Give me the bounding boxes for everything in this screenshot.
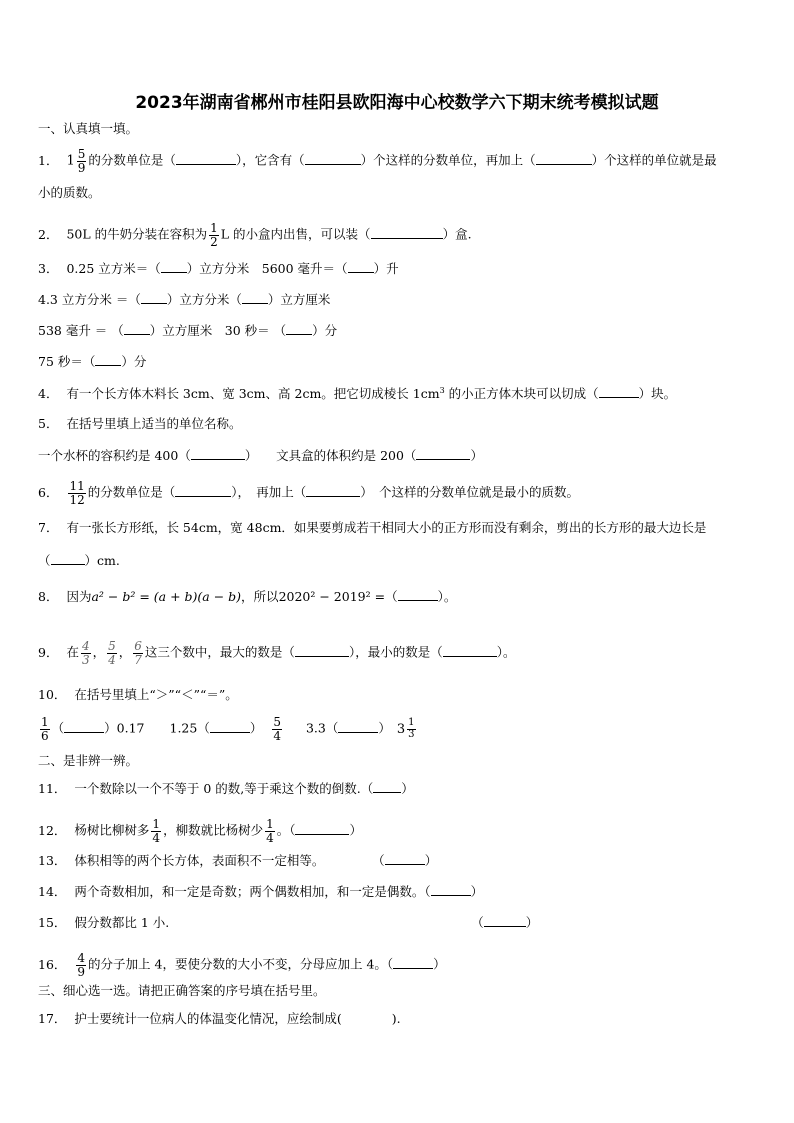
- text: 有一张长方形纸，长 54cm，宽 48cm．如果要剪成若干相同大小的正方形而没有剩余，剪出的长方形的最大边长是: [66, 520, 707, 535]
- text: ）: [433, 956, 446, 972]
- denominator: 2: [210, 234, 218, 249]
- numerator: 5: [77, 147, 86, 161]
- denominator: 12: [69, 492, 85, 507]
- question-5-line-2: [38, 449, 483, 463]
- text: 假分数都比 1 小.: [74, 915, 170, 930]
- text: ）。: [496, 644, 516, 660]
- question-8: [38, 590, 456, 604]
- text: 0.25 立方米＝（: [66, 261, 161, 276]
- answer-blank[interactable]: [295, 824, 349, 835]
- numerator: 5: [108, 639, 116, 653]
- fraction: [133, 640, 143, 666]
- text: 的小正方体木块可以切成（: [444, 386, 599, 402]
- denominator: 7: [134, 652, 142, 667]
- question-number: 11．: [38, 781, 67, 796]
- denominator: 9: [77, 964, 86, 979]
- text: ），最小的数是（: [348, 644, 443, 660]
- answer-blank[interactable]: [64, 722, 104, 733]
- question-14: [38, 885, 483, 899]
- text: ).: [391, 1011, 401, 1026]
- text: ）块。: [638, 386, 677, 402]
- answer-blank[interactable]: [305, 154, 361, 165]
- question-9: [38, 640, 515, 666]
- answer-blank[interactable]: [373, 782, 401, 793]
- text: ）立方分米 5600 毫升＝（: [186, 261, 348, 276]
- denominator: 4: [108, 652, 116, 667]
- text: ）: [470, 884, 484, 899]
- answer-blank[interactable]: [286, 324, 312, 335]
- question-number: 7．: [38, 520, 59, 535]
- question-number: 13．: [38, 853, 67, 868]
- numerator: 5: [273, 715, 281, 729]
- numerator: 1: [210, 221, 218, 235]
- numerator: 11: [69, 479, 85, 493]
- text: 体积相等的两个长方体，表面积不一定相等。: [74, 853, 325, 868]
- answer-blank[interactable]: [431, 885, 471, 896]
- text: ）个这样的分数单位，再加上（: [360, 152, 536, 168]
- answer-blank[interactable]: [95, 355, 121, 366]
- text: 4.3 立方分米 ＝（: [38, 292, 141, 307]
- question-13: [38, 854, 437, 868]
- answer-blank[interactable]: [443, 646, 497, 657]
- text: 一个数除以一个不等于 0 的数,等于乘这个数的倒数.（: [74, 781, 374, 796]
- fraction: [81, 640, 91, 666]
- denominator: 6: [41, 728, 49, 743]
- answer-blank[interactable]: [348, 262, 374, 273]
- question-number: 16．: [38, 956, 67, 972]
- section-2-heading: 二、是非辨一辨。: [38, 753, 139, 768]
- numerator: 4: [77, 951, 86, 965]
- formula: a² − b² = (a + b)(a − b): [91, 589, 242, 604]
- question-2: [38, 222, 472, 248]
- text: 在括号里填上“＞”“＜”“＝”。: [74, 687, 238, 702]
- answer-blank[interactable]: [175, 486, 231, 497]
- text: ）立方厘米 30 秒＝ （: [149, 323, 287, 338]
- question-number: 5．: [38, 416, 59, 431]
- denominator: 4: [152, 830, 161, 845]
- denominator: 4: [266, 830, 274, 845]
- fraction: [407, 718, 415, 740]
- text: 在括号里填上适当的单位名称。: [66, 416, 242, 431]
- question-number: 12．: [38, 822, 67, 838]
- text: ）立方分米（: [166, 292, 242, 307]
- page-title: 2023年湖南省郴州市桂阳县欧阳海中心校数学六下期末统考模拟试题: [135, 93, 659, 113]
- question-3-line-4: [38, 355, 146, 369]
- question-5: [38, 418, 241, 431]
- answer-blank[interactable]: [416, 449, 470, 460]
- question-10: [38, 689, 238, 702]
- question-number: 1．: [38, 152, 59, 168]
- separator: ，: [118, 644, 132, 660]
- text: 一个水杯的容积约是 400（: [38, 448, 191, 463]
- answer-blank[interactable]: [536, 154, 592, 165]
- answer-blank[interactable]: [161, 262, 187, 273]
- question-4: [38, 387, 676, 401]
- text: 。（: [276, 822, 296, 838]
- answer-blank[interactable]: [191, 449, 245, 460]
- denominator: 4: [273, 728, 281, 743]
- numerator: 1: [152, 817, 161, 831]
- text: ），它含有（: [235, 152, 305, 168]
- answer-blank[interactable]: [295, 646, 349, 657]
- question-1: [38, 148, 717, 174]
- text: ）分: [121, 354, 147, 369]
- text: ）盒.: [442, 226, 472, 242]
- text: 护士要统计一位病人的体温变化情况，应绘制成(: [74, 1011, 342, 1026]
- question-10-line-2: [38, 716, 418, 742]
- text: 的分数单位是（: [87, 484, 176, 500]
- answer-blank[interactable]: [306, 486, 360, 497]
- section-3-heading: 三、细心选一选。请把正确答案的序号填在括号里。: [38, 983, 326, 998]
- text: ）: [249, 720, 263, 736]
- fraction: [77, 148, 87, 174]
- question-number: 14．: [38, 884, 67, 899]
- text: ）个这样的单位就是最: [591, 152, 717, 168]
- denominator: 3: [81, 652, 90, 667]
- answer-blank[interactable]: [176, 154, 236, 165]
- mixed-whole: 3: [396, 721, 406, 737]
- numerator: 1: [408, 717, 415, 729]
- text: L 的小盒内出售，可以装（: [220, 226, 371, 242]
- question-17: [38, 1013, 401, 1026]
- text: 有一个长方体木料长 3cm、宽 3cm、高 2cm。把它切成棱长 1cm: [66, 386, 440, 402]
- question-3: [38, 262, 399, 276]
- fraction: [76, 952, 86, 978]
- text: 75 秒＝（: [38, 354, 96, 369]
- question-number: 3．: [38, 261, 59, 276]
- question-number: 2．: [38, 226, 59, 242]
- fraction: [209, 222, 219, 248]
- answer-blank[interactable]: [484, 916, 526, 927]
- text: ，柳数就比杨树少: [163, 822, 264, 838]
- question-15: [38, 916, 538, 930]
- text: 两个奇数相加，和一定是奇数；两个偶数相加，和一定是偶数。（: [74, 884, 431, 899]
- answer-blank[interactable]: [210, 722, 250, 733]
- question-number: 8．: [38, 589, 59, 604]
- text: ）cm.: [84, 553, 120, 568]
- text: 的分数单位是（: [88, 152, 176, 168]
- separator: ，: [92, 644, 106, 660]
- text: ）。: [437, 589, 457, 604]
- answer-blank[interactable]: [338, 722, 378, 733]
- text: ）升: [373, 261, 399, 276]
- numerator: 4: [81, 639, 90, 653]
- answer-blank[interactable]: [141, 293, 167, 304]
- numerator: 6: [134, 639, 142, 653]
- numerator: 1: [266, 817, 274, 831]
- text: （: [471, 915, 484, 930]
- fraction: [40, 716, 50, 742]
- question-number: 17．: [38, 1011, 67, 1026]
- text: （: [385, 589, 398, 604]
- fraction: [151, 818, 161, 844]
- text: （: [378, 853, 385, 868]
- answer-blank[interactable]: [393, 958, 433, 969]
- text: 这三个数中，最大的数是（: [144, 644, 295, 660]
- text: 因为: [66, 589, 92, 604]
- question-11: [38, 782, 414, 796]
- answer-blank[interactable]: [398, 590, 438, 601]
- answer-blank[interactable]: [124, 324, 150, 335]
- question-16: [38, 952, 446, 978]
- section-1-heading: 一、认真填一填。: [38, 121, 139, 136]
- answer-blank[interactable]: [599, 387, 639, 398]
- fraction: [107, 640, 117, 666]
- superscript: 3: [439, 386, 445, 395]
- text: ）: [470, 448, 483, 463]
- text: 杨树比柳树多: [74, 822, 150, 838]
- question-1-continued: 小的质数。: [38, 185, 101, 200]
- mixed-whole: 1: [66, 153, 75, 169]
- text: （: [38, 553, 51, 568]
- question-number: 6．: [38, 484, 59, 500]
- text: ）立方厘米: [267, 292, 331, 307]
- question-number: 9．: [38, 644, 59, 660]
- text: （: [51, 720, 65, 736]
- text: ）， 再加上（: [231, 484, 307, 500]
- question-number: 4．: [38, 386, 59, 402]
- question-number: 15．: [38, 915, 67, 930]
- denominator: 3: [408, 728, 415, 740]
- text: ）: [349, 822, 362, 838]
- text: ） 文具盒的体积约是 200（: [244, 448, 417, 463]
- text: 538 毫升 ＝ （: [38, 323, 124, 338]
- question-3-line-2: [38, 293, 330, 307]
- question-12: [38, 818, 362, 844]
- text: 3.3（: [305, 720, 339, 736]
- fraction: [272, 716, 282, 742]
- answer-blank[interactable]: [371, 228, 443, 239]
- text: ）0.17 1.25（: [104, 720, 210, 736]
- text: 的分子加上 4，要使分数的大小不变，分母应加上 4。（: [88, 956, 394, 972]
- formula: 2020² − 2019² =: [278, 589, 386, 604]
- text: ）: [378, 720, 391, 736]
- answer-blank[interactable]: [385, 854, 425, 865]
- question-number: 10．: [38, 687, 67, 702]
- text: 在: [66, 644, 79, 660]
- text: ）: [424, 853, 438, 868]
- question-7: [38, 522, 706, 535]
- text: ）: [525, 915, 539, 930]
- fraction: [265, 818, 275, 844]
- text: 50L 的牛奶分装在容积为: [66, 226, 208, 242]
- answer-blank[interactable]: [242, 293, 268, 304]
- text: ） 个这样的分数单位就是最小的质数。: [360, 484, 580, 500]
- numerator: 1: [41, 715, 49, 729]
- text: ，所以: [241, 589, 279, 604]
- question-3-line-3: [38, 324, 337, 338]
- text: ）: [401, 781, 414, 796]
- question-7-line-2: [38, 554, 120, 568]
- question-6: [38, 480, 579, 506]
- text: ）分: [312, 323, 338, 338]
- answer-blank[interactable]: [51, 554, 85, 565]
- denominator: 9: [77, 160, 86, 175]
- fraction: [68, 480, 85, 506]
